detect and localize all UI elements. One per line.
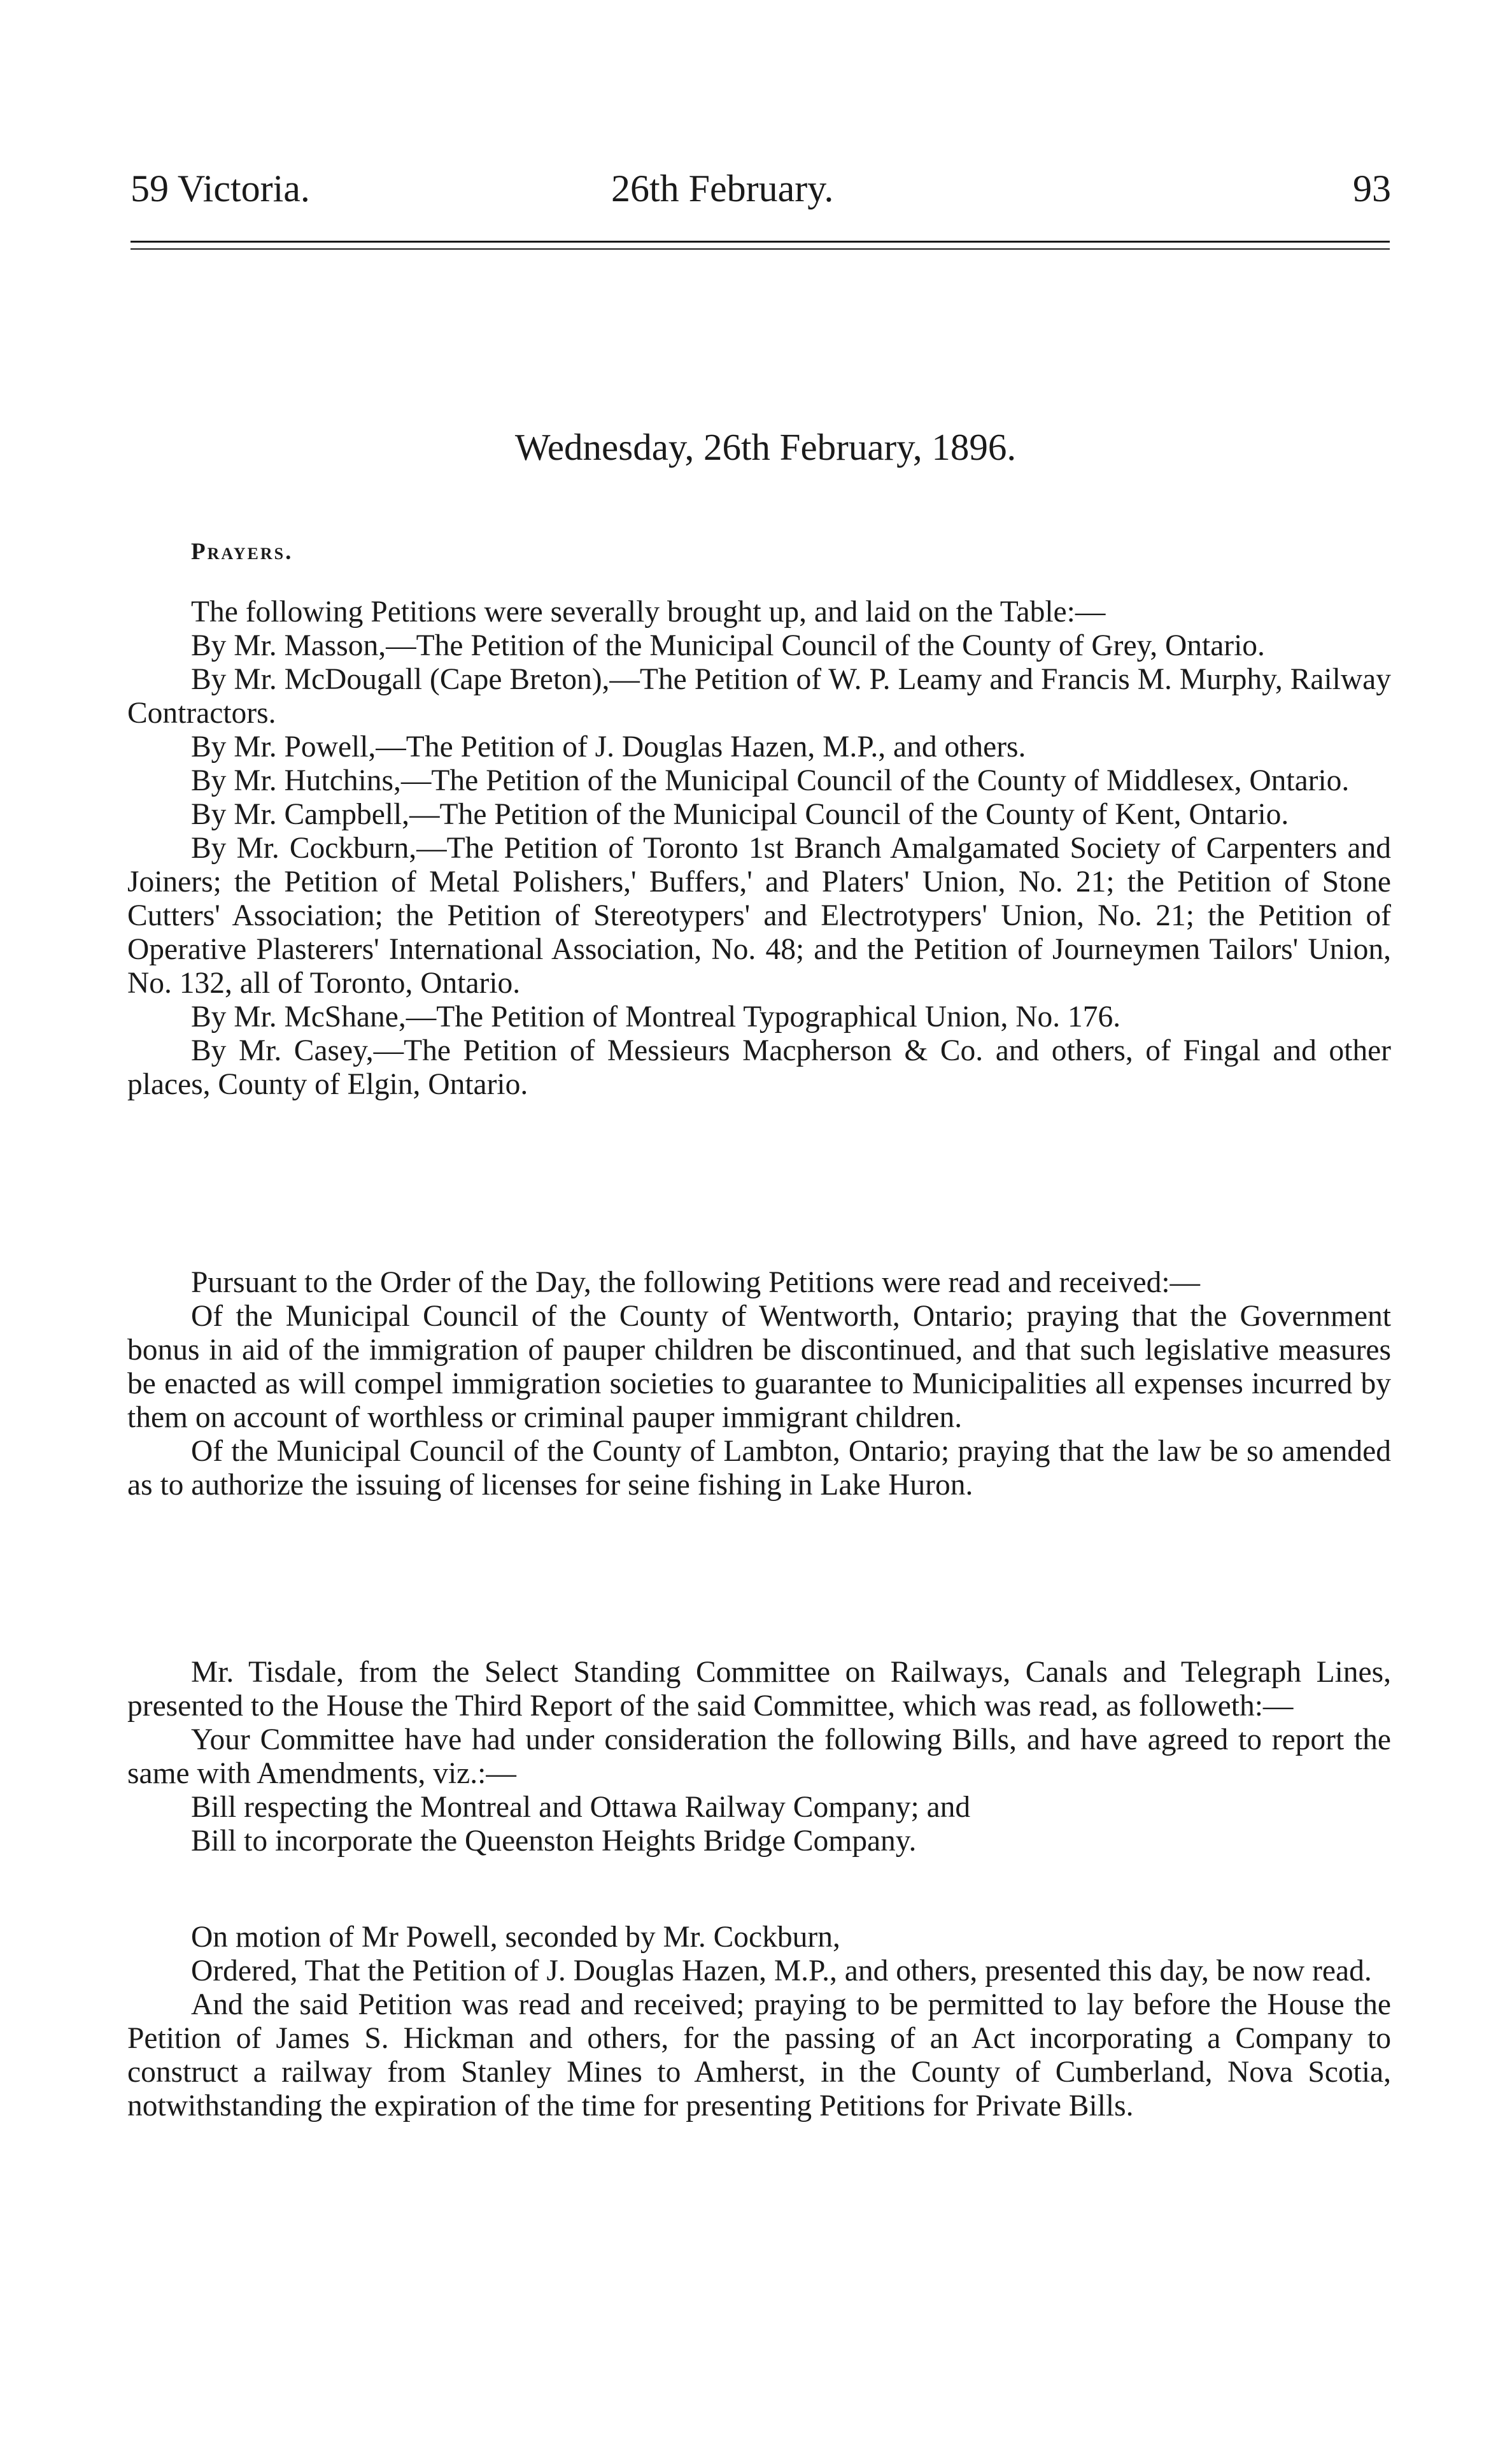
petitions-intro: The following Petitions were severally brought up, and laid on the Table:—: [191, 595, 1106, 629]
petition-item: By Mr. Masson,—The Petition of the Municipal Council of the County of Grey, Ontario.: [191, 629, 1265, 662]
regnal-year: 59 Victoria.: [131, 167, 310, 210]
running-header: [131, 167, 1391, 218]
header-rule-bottom: [131, 248, 1390, 250]
header-date: 26th February.: [611, 167, 834, 210]
petition-item: By Mr. McShane,—The Petition of Montreal Typographical Union, No. 176.: [191, 1000, 1121, 1034]
header-rule-top: [131, 241, 1390, 243]
committee-intro: Mr. Tisdale, from the Select Standing Committee on Railways, Canals and Telegraph Lines, presented to the House the Third Report of the said Committee, which was read, as followeth:—: [127, 1656, 1391, 1723]
petition-item: By Mr. Hutchins,—The Petition of the Municipal Council of the County of Middlesex, Ontario.: [191, 764, 1350, 797]
petition-item: By Mr. Casey,—The Petition of Messieurs Macpherson & Co. and others, of Fingal and other places, County of Elgin, Ontario.: [127, 1034, 1391, 1101]
petition-item: By Mr. Powell,—The Petition of J. Douglas Hazen, M.P., and others.: [191, 730, 1026, 764]
received-petition: Of the Municipal Council of the County of Lambton, Ontario; praying that the law be so amended as to authorize the issuing of licenses for seine fishing in Lake Huron.: [127, 1435, 1391, 1502]
petition-item: By Mr. Cockburn,—The Petition of Toronto 1st Branch Amalgamated Society of Carpenters and Joiners; the Petition of Metal Polishers,' Buffers,' and Platers' Union, No. 21; the Petition of Stone Cutters' Association; the Petition of Stereotypers' and Electrotypers' Union, No. 21; the Petition of Operative Plasterers' International Association, No. 48; and the Petition of Journeymen Tailors' Union, No. 132, all of Toronto, Ontario.: [127, 832, 1391, 1000]
received-intro: Pursuant to the Order of the Day, the following Petitions were read and received:—: [191, 1266, 1201, 1299]
petitions-received-section: [127, 1266, 1391, 1502]
committee-body: Your Committee have had under consideration the following Bills, and have agreed to report the same with Amendments, viz.:—: [127, 1723, 1391, 1790]
petitions-brought-up-section: [127, 595, 1391, 1102]
petition-item: By Mr. Campbell,—The Petition of the Municipal Council of the County of Kent, Ontario.: [191, 798, 1289, 831]
motion-result: And the said Petition was read and received; praying to be permitted to lay before the House the Petition of James S. Hickman and others, for the passing of an Act incorporating a Company to construct a railway from Stanley Mines to Amherst, in the County of Cumberland, Nova Scotia, notwithstanding the expiration of the time for presenting Petitions for Private Bills.: [127, 1988, 1391, 2123]
bill-item: Bill to incorporate the Queenston Heights Bridge Company.: [191, 1824, 917, 1858]
bill-item: Bill respecting the Montreal and Ottawa Railway Company; and: [191, 1791, 971, 1824]
motion-section: [127, 1921, 1391, 2123]
motion-line: On motion of Mr Powell, seconded by Mr. Cockburn,: [191, 1921, 840, 1954]
motion-order: Ordered, That the Petition of J. Douglas Hazen, M.P., and others, presented this day, be now read.: [191, 1954, 1372, 1987]
page-number: 93: [1353, 167, 1391, 210]
petition-item: By Mr. McDougall (Cape Breton),—The Petition of W. P. Leamy and Francis M. Murphy, Railway Contractors.: [127, 663, 1391, 730]
prayers-label: Prayers.: [191, 539, 293, 565]
received-petition: Of the Municipal Council of the County of Wentworth, Ontario; praying that the Government bonus in aid of the immigration of pauper children be discontinued, and that such legislative measures be enacted as will compel immigration societies to guarantee to Municipalities all expenses incurred by them on account of worthless or criminal pauper immigrant children.: [127, 1300, 1391, 1434]
committee-report-section: [127, 1656, 1391, 1858]
sitting-date-heading: Wednesday, 26th February, 1896.: [514, 426, 1017, 468]
